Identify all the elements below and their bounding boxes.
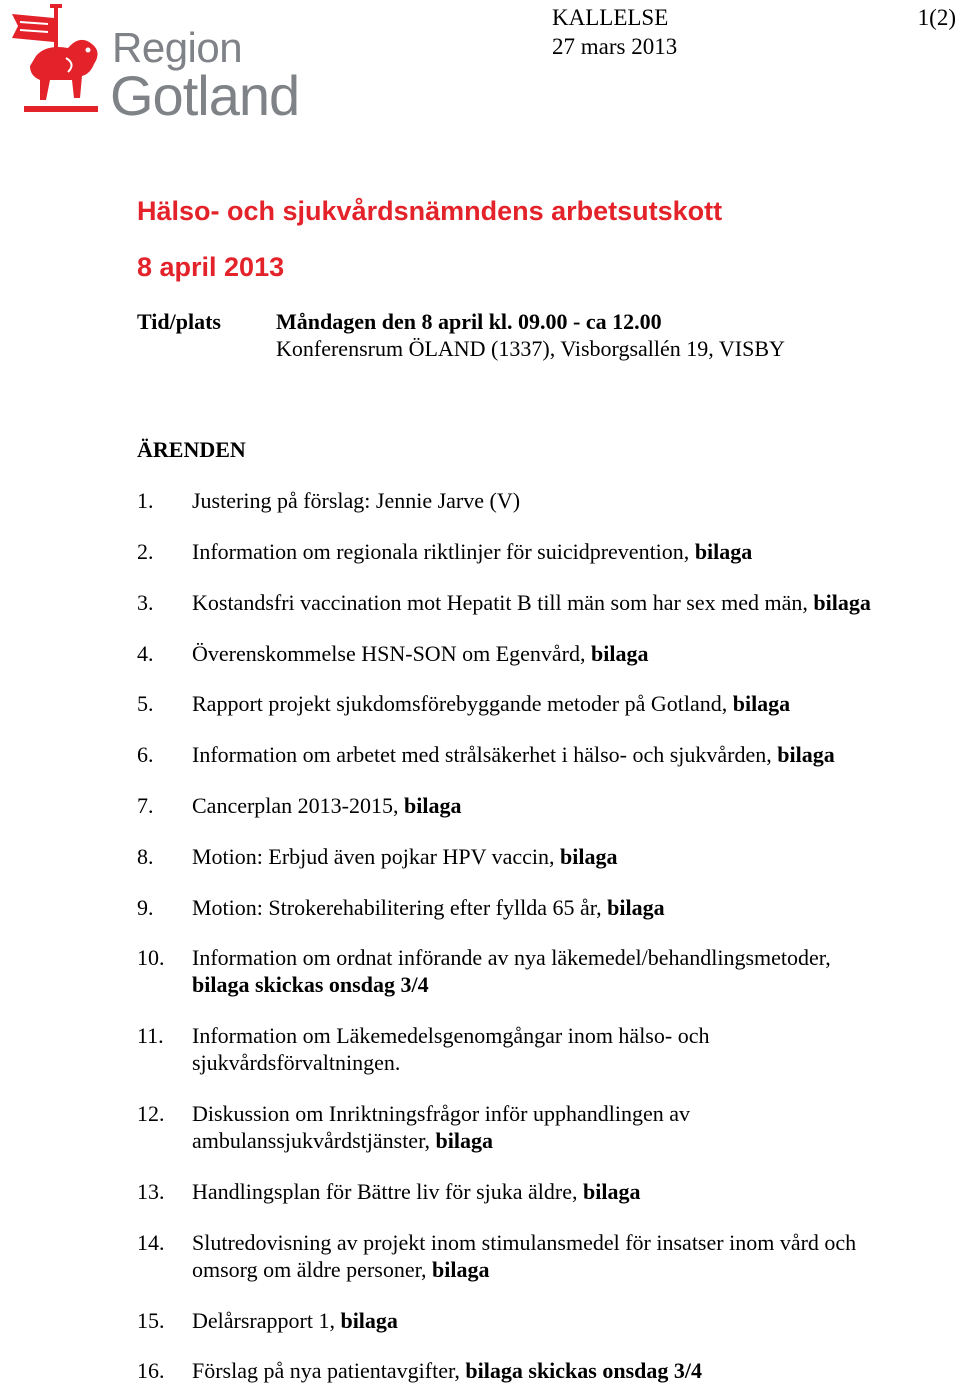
agenda-text: Cancerplan 2013-2015, bilaga	[192, 793, 462, 818]
meeting-location: Konferensrum ÖLAND (1337), Visborgsallén 19, VISBY	[276, 336, 785, 361]
document-type: KALLELSE	[552, 5, 669, 30]
agenda-text: Slutredovisning av projekt inom stimulansmedel för insatser inom vård och omsorg om äldre personer, bilaga	[192, 1230, 857, 1282]
agenda-number: 9.	[137, 895, 154, 920]
agenda-text: Motion: Strokerehabilitering efter fyllda 65 år, bilaga	[192, 895, 665, 920]
agenda-number: 1.	[137, 488, 154, 513]
agenda-text: Kostandsfri vaccination mot Hepatit B till män som har sex med män, bilaga	[192, 590, 871, 615]
region-gotland-logo	[6, 4, 306, 127]
agenda-number: 12.	[137, 1101, 165, 1126]
agenda-text: Justering på förslag: Jennie Jarve (V)	[192, 488, 521, 513]
meeting-time: Måndagen den 8 april kl. 09.00 - ca 12.00	[276, 309, 662, 334]
agenda-number: 4.	[137, 641, 154, 666]
lamb-of-god-emblem-icon	[6, 4, 106, 116]
page-title: Hälso- och sjukvårdsnämndens arbetsutskott	[137, 196, 723, 226]
logo-word-gotland: Gotland	[110, 64, 300, 127]
agenda-number: 14.	[137, 1230, 165, 1255]
logo-word-region: Region	[112, 24, 243, 71]
agenda-number: 13.	[137, 1179, 165, 1204]
meeting-date: 8 april 2013	[137, 252, 285, 282]
agenda-text: Information om Läkemedelsgenomgångar inom hälso- och sjukvårdsförvaltningen.	[192, 1023, 710, 1075]
agenda-number: 8.	[137, 844, 154, 869]
section-heading: ÄRENDEN	[137, 437, 246, 462]
agenda-number: 7.	[137, 793, 154, 818]
agenda-text: Information om regionala riktlinjer för suicidprevention, bilaga	[192, 539, 753, 564]
agenda-number: 6.	[137, 742, 154, 767]
agenda-text: Förslag på nya patientavgifter, bilaga skickas onsdag 3/4	[192, 1358, 702, 1383]
agenda-text: Handlingsplan för Bättre liv för sjuka äldre, bilaga	[192, 1179, 641, 1204]
time-place-label: Tid/plats	[137, 309, 221, 334]
agenda-text: Rapport projekt sjukdomsförebyggande metoder på Gotland, bilaga	[192, 691, 791, 716]
agenda-text: Överenskommelse HSN-SON om Egenvård, bilaga	[192, 641, 649, 666]
logo-wordmark	[110, 24, 300, 127]
agenda-number: 15.	[137, 1308, 165, 1333]
agenda-text: Delårsrapport 1, bilaga	[192, 1308, 398, 1333]
agenda-number: 10.	[137, 945, 165, 970]
agenda-text: Motion: Erbjud även pojkar HPV vaccin, bilaga	[192, 844, 618, 869]
agenda-number: 11.	[137, 1023, 164, 1048]
document-date: 27 mars 2013	[552, 34, 678, 59]
agenda-number: 5.	[137, 691, 154, 716]
agenda-text: Diskussion om Inriktningsfrågor inför upphandlingen av ambulanssjukvårdstjänster, bilaga	[192, 1101, 690, 1153]
agenda-number: 2.	[137, 539, 154, 564]
agenda-number: 16.	[137, 1358, 165, 1383]
agenda-text: Information om ordnat införande av nya läkemedel/behandlingsmetoder, bilaga skickas onsdag 3/4	[192, 945, 831, 997]
agenda-number: 3.	[137, 590, 154, 615]
agenda-text: Information om arbetet med strålsäkerhet i hälso- och sjukvården, bilaga	[192, 742, 835, 767]
page-number: 1(2)	[917, 5, 956, 30]
